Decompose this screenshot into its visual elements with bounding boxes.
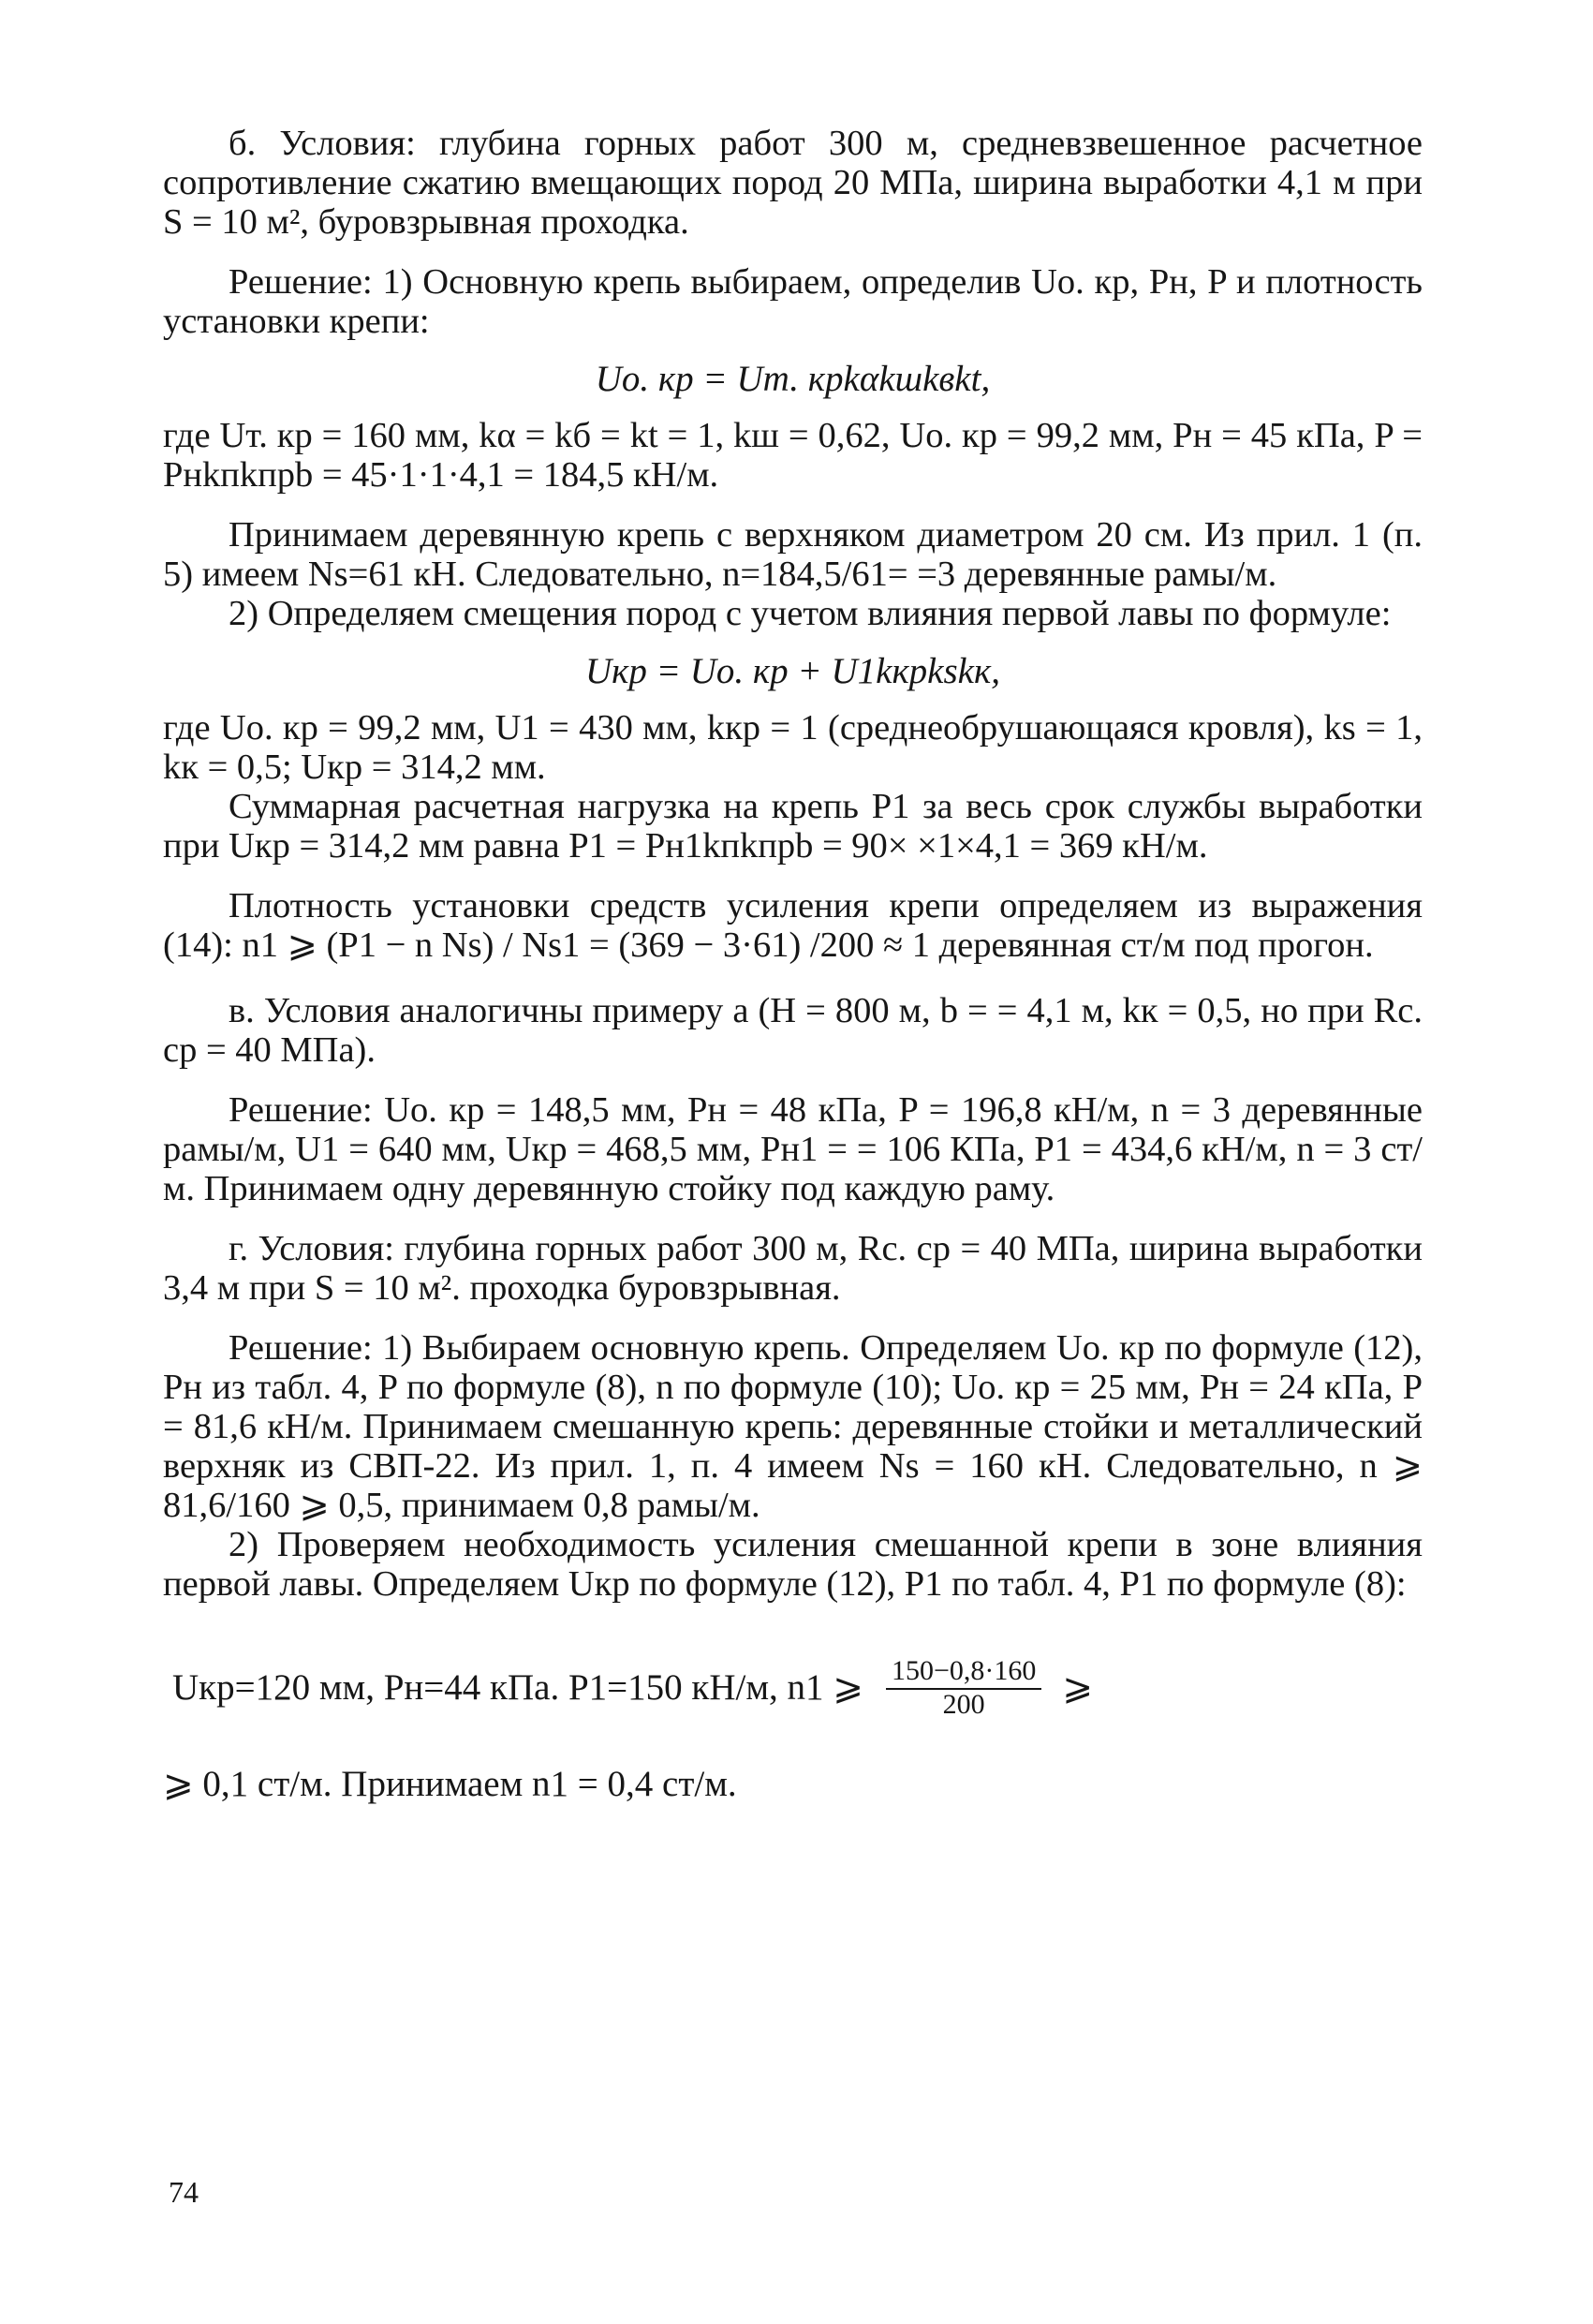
paragraph-g-step-2: 2) Проверяем необходимость усиления смешанной крепи в зоне влияния первой лавы. Определяем Uкр по формуле (12), P1 по табл. 4, P1 по формуле (8): <box>163 1525 1423 1604</box>
paragraph-b-density: Плотность установки средств усиления крепи определяем из выражения (14): n1 ⩾ (P1 − n Ns) / Ns1 = (369 − 3·61) /200 ≈ 1 деревянная ст/м под прогон. <box>163 886 1423 965</box>
page-body <box>163 124 1423 1804</box>
paragraph-b-values-2: где Uо. кр = 99,2 мм, U1 = 430 мм, kкр = 1 (среднеобрушающаяся кровля), ks = 1, kк = 0,5; Uкр = 314,2 мм. <box>163 708 1423 787</box>
fraction <box>886 1656 1041 1720</box>
page-number: 74 <box>169 2175 199 2209</box>
formula-u-okr: Uо. кр = Uт. крkαkшkвkt, <box>595 359 991 399</box>
paragraph-v-conditions: в. Условия аналогичны примеру а (H = 800 м, b = = 4,1 м, kк = 0,5, но при Rс. ср = 40 МПа). <box>163 991 1423 1070</box>
fraction-denominator: 200 <box>942 1689 985 1720</box>
formula-final-geq: ⩾ <box>1062 1667 1094 1708</box>
paragraph-v-solution: Решение: Uо. кр = 148,5 мм, Pн = 48 кПа, P = 196,8 кН/м, n = 3 деревянные рамы/м, U1 = 640 мм, Uкр = 468,5 мм, Pн1 = = 106 КПа, P1 = 434,6 кН/м, n = 3 ст/м. Принимаем одну деревянную стойку под каждую раму. <box>163 1090 1423 1208</box>
paragraph-g-conditions: г. Условия: глубина горных работ 300 м, Rс. ср = 40 МПа, ширина выработки 3,4 м при S = 10 м². проходка буровзрывная. <box>163 1229 1423 1308</box>
paragraph-b-solution-1: Решение: 1) Основную крепь выбираем, определив Uо. кр, Pн, P и плотность установки крепи: <box>163 262 1423 341</box>
paragraph-b-values: где Uт. кр = 160 мм, kα = kб = kt = 1, kш = 0,62, Uо. кр = 99,2 мм, Pн = 45 кПа, P = Pнkпkпрb = 45·1·1·4,1 = 184,5 кН/м. <box>163 416 1423 495</box>
paragraph-b-timber-support: Принимаем деревянную крепь с верхняком диаметром 20 см. Из прил. 1 (п. 5) имеем Ns=61 кН. Следовательно, n=184,5/61= =3 деревянные рамы/м. <box>163 515 1423 594</box>
formula-final <box>163 1656 1423 1720</box>
paragraph-g-solution-1: Решение: 1) Выбираем основную крепь. Определяем Uо. кр по формуле (12), Pн из табл. 4, P по формуле (8), n по формуле (10); Uо. кр = 25 мм, Pн = 24 кПа, P = 81,6 кН/м. Принимаем смешанную крепь: деревянные стойки и металлический верхняк из СВП-22. Из прил. 1, п. 4 имеем Ns = 160 кН. Следовательно, n ⩾ 81,6/160 ⩾ 0,5, принимаем 0,8 рамы/м. <box>163 1328 1423 1525</box>
formula-u-kr: Uкр = Uо. кр + U1kкрkskк, <box>585 651 1000 691</box>
paragraph-b-total-load: Суммарная расчетная нагрузка на крепь P1 за весь срок службы выработки при Uкр = 314,2 мм равна P1 = Pн1kпkпрb = 90× ×1×4,1 = 369 кН/м. <box>163 787 1423 866</box>
fraction-numerator: 150−0,8·160 <box>886 1656 1041 1690</box>
paragraph-b-conditions: б. Условия: глубина горных работ 300 м, средневзвешенное расчетное сопротивление сжатию вмещающих пород 20 МПа, ширина выработки 4,1 м при S = 10 м², буровзрывная проходка. <box>163 124 1423 242</box>
formula-final-left: Uкр=120 мм, Pн=44 кПа. P1=150 кН/м, n1 ⩾ <box>172 1667 863 1708</box>
paragraph-b-step-2: 2) Определяем смещения пород с учетом влияния первой лавы по формуле: <box>229 594 1392 633</box>
paragraph-g-result: ⩾ 0,1 ст/м. Принимаем n1 = 0,4 ст/м. <box>163 1764 737 1804</box>
